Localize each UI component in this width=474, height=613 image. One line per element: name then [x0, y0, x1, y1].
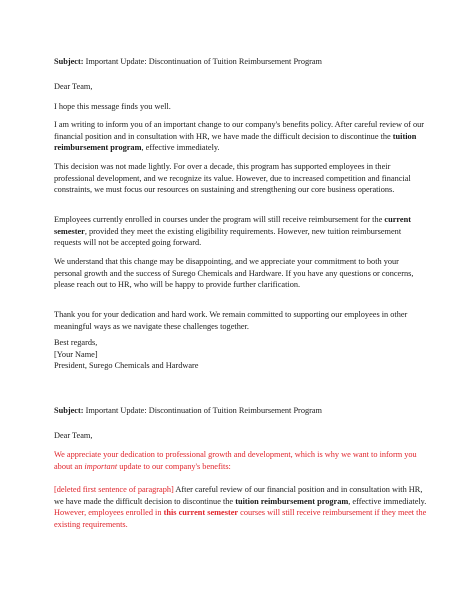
subject-line-2: [54, 405, 428, 417]
paragraph-5: [54, 309, 428, 332]
greeting-block-2: [54, 430, 428, 442]
opening-line: I hope this message finds you well.: [54, 102, 171, 111]
rp-tail: courses will still receive reimbursement if they meet the existing requirements.: [54, 508, 427, 529]
p1-text-a: I am writing to inform you of an important change to our company's benefits policy. After careful review of our financial position and in consultation with HR, we have made the difficult decision to discontinue the: [54, 120, 425, 141]
p1-text-c: , effective immediately.: [141, 143, 220, 153]
subject-text: Important Update: Discontinuation of Tuition Reimbursement Program: [83, 57, 323, 66]
red-intro-a: We appreciate your dedication to professional growth and development, which is why we want to inform you about an: [54, 450, 417, 471]
p3-current-semester: current semester: [54, 215, 411, 236]
subject-label-2: Subject:: [54, 406, 84, 415]
deleted-note: [deleted first sentence of paragraph]: [54, 485, 174, 494]
rp-text-a: After careful review of our financial position and in consultation with HR, we have made the difficult decision to discontinue the: [54, 485, 423, 506]
p4-text: We understand that this change may be disappointing, and we appreciate your commitment to both your personal growth and the success of Surego Chemicals and Hardware. If you have any questions or concerns, please reach out to HR, who will be happy to provide further clarification.: [54, 257, 414, 290]
red-intro-b: update to our company's benefits:: [117, 461, 231, 471]
paragraph-4: [54, 256, 428, 291]
greeting: Dear Team,: [54, 82, 93, 91]
revised-paragraph: [54, 484, 428, 530]
red-intro-italic: important: [84, 461, 118, 471]
rp-text-c: , effective immediately.: [348, 496, 427, 506]
subject-label: Subject:: [54, 57, 84, 66]
greeting-block: [54, 81, 428, 93]
p2-text: This decision was not made lightly. For over a decade, this program has supported employees in their professional development, and we recognize its value. However, due to increased competition and financial constraints, we must focus our resources on sustaining and strengthening our core business operations.: [54, 162, 411, 195]
subject-line: [54, 56, 428, 68]
closing: Best regards,: [54, 338, 98, 347]
greeting-2: Dear Team,: [54, 431, 93, 440]
email-original: [54, 56, 428, 68]
paragraph-2: [54, 161, 428, 196]
signature-block: [54, 337, 428, 372]
signature-name: [Your Name]: [54, 349, 98, 359]
p3-text-c: , provided they meet the existing eligibility requirements. However, new tuition reimbursement requests will not be accepted going forward.: [54, 226, 402, 248]
rp-program-name: tuition reimbursement program: [235, 496, 349, 506]
p1-program-name: tuition reimbursement program: [54, 131, 417, 153]
signature-title: President, Surego Chemicals and Hardware: [54, 361, 199, 371]
subject-text-2: Important Update: Discontinuation of Tuition Reimbursement Program: [83, 406, 323, 415]
rp-however: However, employees enrolled in: [54, 508, 164, 518]
p3-text-a: Employees currently enrolled in courses under the program will still receive reimbursement for the: [54, 215, 385, 224]
p5-text: Thank you for your dedication and hard work. We remain committed to supporting our employees in other meaningful ways as we navigate these challenges together.: [54, 310, 408, 331]
paragraph-3: [54, 214, 428, 249]
opening-block: [54, 101, 428, 113]
red-intro-paragraph: [54, 449, 428, 472]
rp-this-current-semester: this current semester: [163, 508, 239, 518]
email-revised: [54, 405, 428, 417]
paragraph-1: [54, 119, 428, 154]
